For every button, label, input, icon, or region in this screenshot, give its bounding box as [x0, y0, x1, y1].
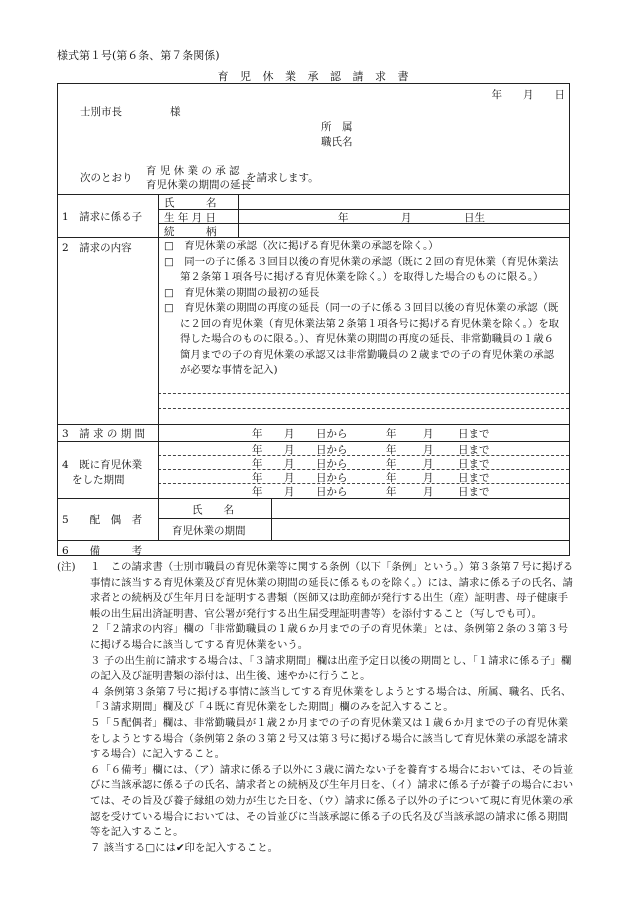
- period-cell: 年: [386, 458, 397, 470]
- department-field[interactable]: 所 属: [321, 121, 353, 133]
- request-option-extension[interactable]: 育児休業の期間の延長: [146, 179, 251, 191]
- remarks-section-label: 6 備 考: [62, 545, 143, 557]
- note-item: ４ 条例第３条第７号に掲げる事情に該当してする育児休業をしようとする場合は、所属、職名、氏名、「３請求期間」欄及び「４既に育児休業をした期間」欄のみを記入すること。: [90, 685, 572, 714]
- child-birthdate-field[interactable]: 年 月 日生: [338, 212, 485, 224]
- period-cell: 年: [252, 444, 263, 456]
- period-cell: 日まで: [458, 486, 490, 498]
- note-item: ３ 子の出生前に請求する場合は、「３請求期間」欄は出産予定日以後の期間とし、「１請求に係る子」欄の記入及び証明書類の添付は、出生後、速やかに行うこと。: [90, 654, 572, 683]
- addressee: 士別市長: [80, 106, 122, 118]
- period-cell: 日から: [316, 444, 348, 456]
- form-title: 育 児 休 業 承 認 請 求 書: [217, 70, 413, 83]
- note-item: ７ 該当する□には✔印を記入すること。: [90, 841, 279, 854]
- period-cell: 年: [386, 486, 397, 498]
- application-form: 年 月 日 士別市長 様 所 属 職氏名 次のとおり 育 児 休 業 の 承 認 育児休業の期間の延長 を請求します。 1 請求に係る子 氏 名 生 年 月 日 年 月 日生 続 柄 2 請求の内容 □ 育児休業の承認（次に掲げる育児休業の承認を除く。） □ 同一の子に係る３回目以後の育児休業の承認（既に２回の育児休業（育児休業法第２条第１項各号に掲げる育児休業を除く。）を取得した場合のものに限る。） □ 育児休業の期間の最初の延長 □ 育児休業の期間の再度の延長（同一の子に係る３回目以後の育児休業の承認（既に２回の育児休業（育児休業法第２条第１項各号に掲げる育児休業を除く。）を取得した場合のものに限る。）、育児休業の期間の再度の延長、非常勤職員の１歳６箇月までの子の育児休業の承認又は非常勤職員の２歳までの子の育児休業の承認が必要な事情を記入) 3 請 求 の 期 間 年 月 日から 年 月 日まで 4 既に育児休業 をした期間 年 月 日から 年 月 日まで 年 月 日から 年 月 日まで 年 月 日から 年 月 日まで 年 月 日から 年 月 日まで 5 配 偶 者 氏 名 育児休業の期間 6 備 考: [57, 83, 570, 556]
- request-prefix: 次のとおり: [80, 172, 133, 184]
- period-cell: 年: [252, 486, 263, 498]
- period-cell: 月: [284, 444, 295, 456]
- period-cell: 日から: [316, 472, 348, 484]
- child-birthdate-label: 生 年 月 日: [164, 212, 217, 224]
- notes-prefix: (注): [57, 561, 76, 573]
- child-name-label: 氏 名: [164, 197, 217, 209]
- note-item: １ この請求書（士別市職員の育児休業等に関する条例（以下「条例」という。）第３条第７号に掲げる事情に該当する育児休業及び育児休業の期間の延長に係るものを除く。）には、請求に係る子の氏名、請求者との続柄及び生年月日を証明する書類（医師又は助産師が発行する出生（産）証明書、母子健康手帳の出生届出済証明書、官公署が発行する出生届受理証明書等）を添付すること（写しでも可）。: [90, 561, 574, 620]
- period-cell: 月: [284, 458, 295, 470]
- note-item: ６「６備考」欄には、（ア）請求に係る子以外に３歳に満たない子を養育する場合においては、その旨並びに当該承認に係る子の氏名、請求者との続柄及び生年月日を、（イ）請求に係る子が養子の場合においては、その旨及び養子縁組の効力が生じた日を、（ウ）請求に係る子以外の子について現に育児休業の承認を受けている場合においては、その旨並びに当該承認に係る子の氏名及び当該承認の請求に係る期間等を記入すること。: [90, 763, 574, 839]
- period-cell: 日から: [316, 486, 348, 498]
- period-section-label: 3 請 求 の 期 間: [62, 428, 146, 440]
- period-cell: 日から: [316, 458, 348, 470]
- request-option-approval[interactable]: 育 児 休 業 の 承 認: [146, 165, 240, 177]
- period-cell: 月: [423, 458, 434, 470]
- content-option-approval[interactable]: □ 育児休業の承認（次に掲げる育児休業の承認を除く。）: [164, 240, 439, 252]
- note-item: ５「５配偶者」欄は、非常勤職員が１歳２か月までの子の育児休業又は１歳６か月までの子の育児休業をしようとする場合（条例第２条の３第２号又は第３号に掲げる場合に該当して育児休業の承認を請求する場合）に記入すること。: [90, 716, 568, 761]
- child-section-label: 1 請求に係る子: [62, 211, 143, 223]
- period-cell: 日まで: [458, 472, 490, 484]
- period-cell: 年: [252, 472, 263, 484]
- content-option-first-extension[interactable]: □ 育児休業の期間の最初の延長: [164, 286, 320, 299]
- note-item: ２「２請求の内容」欄の「非常勤職員の１歳６か月までの子の育児休業」とは、条例第２条の３第３号に掲げる場合に該当してする育児休業をいう。: [90, 623, 568, 651]
- period-cell: 月: [284, 472, 295, 484]
- honorific: 様: [170, 106, 181, 118]
- notes-section: [57, 560, 577, 856]
- spouse-section-label: 5 配 偶 者: [62, 514, 143, 526]
- period-cell: 日まで: [458, 444, 490, 456]
- date-field[interactable]: 年 月 日: [491, 89, 565, 101]
- period-cell: 年: [386, 444, 397, 456]
- staff-name-field[interactable]: 職氏名: [321, 136, 353, 148]
- request-suffix: を請求します。: [246, 172, 319, 184]
- content-section-label: 2 請求の内容: [62, 242, 132, 254]
- content-option-third-approval[interactable]: □ 同一の子に係る３回目以後の育児休業の承認（既に２回の育児休業（育児休業法第２条第１項各号に掲げる育児休業を除く。）を取得した場合のものに限る。）: [164, 255, 559, 283]
- spouse-name-label: 氏 名: [192, 504, 234, 516]
- period-cell: 月: [423, 486, 434, 498]
- content-options: [164, 239, 562, 379]
- previous-section-label-2: をした期間: [72, 474, 125, 486]
- period-cell: 月: [423, 444, 434, 456]
- previous-section-label-1: 4 既に育児休業: [62, 459, 143, 471]
- child-relationship-label: 続 柄: [164, 226, 217, 238]
- period-cell: 年: [386, 472, 397, 484]
- period-cell: 年: [252, 458, 263, 470]
- period-cell: 月: [284, 486, 295, 498]
- form-reference: 様式第１号(第６条、第７条関係): [57, 49, 220, 62]
- period-cell: 月: [423, 472, 434, 484]
- content-option-second-extension[interactable]: □ 育児休業の期間の再度の延長（同一の子に係る３回目以後の育児休業の承認（既に２回の育児休業（育児休業法第２条第１項各号に掲げる育児休業を除く。）を取得した場合のものに限る。）、育児休業の期間の再度の延長、非常勤職員の１歳６箇月までの子の育児休業の承認又は非常勤職員の２歳までの子の育児休業の承認が必要な事情を記入): [164, 302, 560, 376]
- period-cell: 日まで: [458, 458, 490, 470]
- spouse-leave-label: 育児休業の期間: [172, 525, 246, 537]
